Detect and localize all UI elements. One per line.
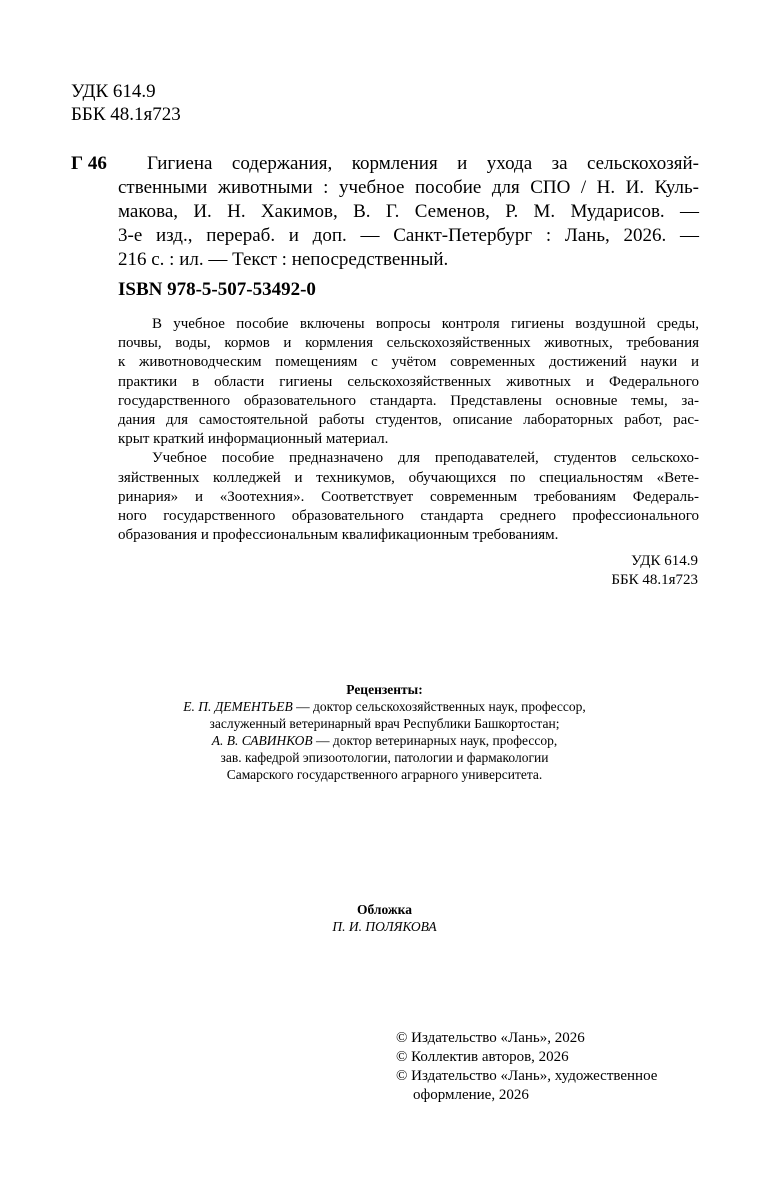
bib-line: ственными животными : учебное пособие для СПО / Н. И. Куль-	[118, 177, 699, 198]
abstract-line: В учебное пособие включены вопросы контроля гигиены воздушной среды,	[152, 316, 699, 332]
udk-code: УДК 614.9	[71, 81, 156, 102]
abstract-line: к животноводческим помещениям с учётом современных достижений науки и	[118, 354, 699, 371]
copyright-line: оформление, 2026	[413, 1087, 529, 1103]
abstract-line: образования и профессиональным квалификационным требованиям.	[118, 527, 559, 544]
abstract	[118, 315, 699, 545]
bib-line: макова, И. Н. Хакимов, В. Г. Семенов, Р. М. Мударисов. —	[118, 201, 699, 222]
abstract-line: государственного образовательного стандарта. Представлены основные темы, за-	[118, 392, 699, 409]
reviewers-heading: Рецензенты:	[346, 682, 423, 697]
abstract-line: ного государственного образовательного стандарта среднего профессионального	[118, 508, 699, 525]
reviewer-1	[0, 698, 769, 715]
copyright-block	[396, 1029, 657, 1105]
isbn: ISBN 978-5-507-53492-0	[118, 279, 316, 300]
reviewer-2	[0, 732, 769, 749]
author-mark: Г 46	[71, 153, 107, 174]
cover-designer-name: П. И. ПОЛЯКОВА	[332, 919, 437, 934]
reviewer-2-affiliation: Самарского государственного аграрного университета.	[226, 767, 543, 782]
cover-credit	[0, 901, 769, 935]
abstract-line: дания для самостоятельной работы студентов, описание лабораторных работ, рас-	[118, 412, 699, 429]
reviewers-block	[0, 681, 769, 783]
copyright-line: © Издательство «Лань», 2026	[396, 1030, 585, 1046]
reviewer-1-name: Е. П. ДЕМЕНТЬЕВ	[183, 699, 293, 714]
copyright-line: © Издательство «Лань», художественное	[396, 1068, 658, 1084]
reviewer-2-title-cont: зав. кафедрой эпизоотологии, патологии и фармакологии	[220, 750, 549, 765]
abstract-line: практики в области гигиены сельскохозяйственных животных и Федерального	[118, 373, 699, 390]
abstract-line: ринария» и «Зоотехния». Соответствует современным требованиям Федераль-	[118, 488, 699, 505]
bibliographic-description	[118, 152, 699, 272]
cover-heading: Обложка	[356, 902, 412, 917]
classification-codes	[71, 80, 181, 126]
bib-line: 216 с. : ил. — Текст : непосредственный.	[118, 249, 449, 270]
reviewer-2-name: А. В. САВИНКОВ	[211, 733, 313, 748]
bbk-code-footer: ББК 48.1я723	[611, 572, 698, 588]
classification-codes-footer	[611, 552, 698, 590]
abstract-line: зяйственных колледжей и техникумов, обучающихся по специальностям «Вете-	[118, 469, 699, 486]
copyright-line: © Коллектив авторов, 2026	[396, 1049, 569, 1065]
abstract-line: Учебное пособие предназначено для преподавателей, студентов сельскохо-	[152, 450, 699, 467]
abstract-line: крыт краткий информационный материал.	[118, 431, 389, 448]
bib-line: Гигиена содержания, кормления и ухода за сельскохозяй-	[147, 153, 699, 174]
reviewer-1-title: — доктор сельскохозяйственных наук, профессор,	[292, 699, 586, 714]
abstract-line: почвы, воды, кормов и кормления сельскохозяйственных животных, требования	[118, 335, 699, 352]
bib-line: 3-е изд., перераб. и доп. — Санкт-Петербург : Лань, 2026. —	[118, 225, 699, 246]
bbk-code: ББК 48.1я723	[71, 104, 181, 125]
reviewer-2-title: — доктор ветеринарных наук, профессор,	[312, 733, 558, 748]
udk-code-footer: УДК 614.9	[631, 553, 698, 569]
reviewer-1-title-cont: заслуженный ветеринарный врач Республики Башкортостан;	[209, 716, 560, 731]
